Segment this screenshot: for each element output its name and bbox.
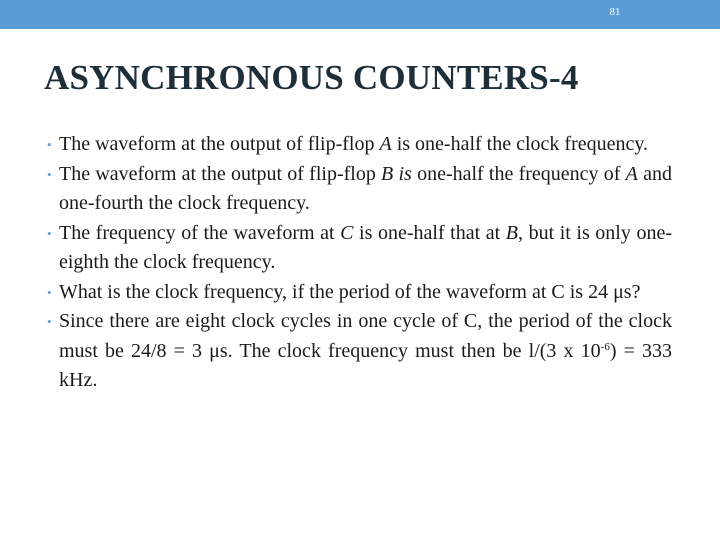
bullet-text: is one-half the clock frequency. <box>391 133 649 155</box>
bullet-text: and one-fourth the clock frequency. <box>59 162 672 214</box>
bullet-text: The frequency of the waveform at <box>59 221 341 244</box>
variable-label: B <box>505 221 518 244</box>
bullet-text: What is the clock frequency, if the period of the waveform at C is 24 μs? <box>59 280 641 303</box>
bullet-text: ) = 333 kHz. <box>59 339 672 391</box>
variable-label: A <box>625 162 638 185</box>
bullet-list <box>47 130 672 396</box>
header-bar <box>0 0 720 29</box>
bullet-text: Since there are eight clock cycles in one cycle of C, the period of the clock must be 24/8 = 3 μs. The clock frequency must then be l/(3 x 10 <box>59 310 672 362</box>
slide-title: ASYNCHRONOUS COUNTERS-4 <box>44 58 579 97</box>
bullet-item <box>47 307 672 396</box>
bullet-marker: • <box>47 137 52 152</box>
bullet-marker: • <box>47 284 52 300</box>
bullet-text: The waveform at the output of flip-flop <box>59 162 382 185</box>
variable-label: A <box>379 133 392 155</box>
bullet-text: , but it is only one-eighth the clock frequency. <box>59 221 672 273</box>
bullet-text: one-half the frequency of <box>411 162 626 185</box>
variable-label: C <box>340 221 354 244</box>
bullet-text: is one-half that at <box>353 221 506 244</box>
bullet-text: The waveform at the output of flip-flop <box>59 133 380 155</box>
bullet-item <box>47 130 672 160</box>
page-number: 81 <box>609 6 621 18</box>
variable-label: B is <box>381 162 412 185</box>
bullet-marker: • <box>47 314 52 329</box>
exponent: -6 <box>600 340 610 353</box>
bullet-marker: • <box>47 166 52 182</box>
bullet-item <box>47 160 672 219</box>
bullet-item <box>47 219 672 278</box>
bullet-marker: • <box>47 225 52 241</box>
bullet-item <box>47 278 672 308</box>
